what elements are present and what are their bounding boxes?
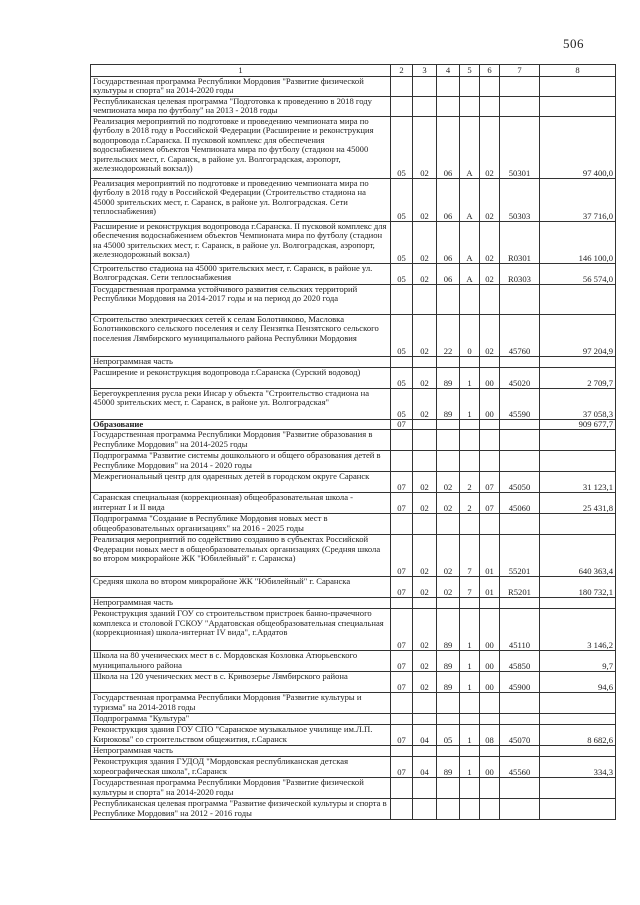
cell-subsection (413, 746, 437, 757)
cell-subprogram: 1 (460, 389, 480, 420)
cell-event (480, 357, 500, 368)
cell-subsection (413, 77, 437, 97)
cell-amount: 180 732,1 (540, 577, 616, 598)
cell-name: Берегоукрепления русла реки Инсар у объекта "Строительство стадиона на 45000 зрительских мест, г. Саранск, в районе ул. Волгоградская" (91, 389, 391, 420)
cell-program (437, 714, 460, 725)
cell-event (480, 77, 500, 97)
cell-name: Расширение и реконструкция водопровода г.Саранска (Сурский водовод) (91, 368, 391, 389)
table-row (91, 757, 616, 778)
cell-subprogram: А (460, 117, 480, 179)
cell-program: 06 (437, 179, 460, 222)
cell-name: Образование (91, 420, 391, 430)
cell-amount: 56 574,0 (540, 264, 616, 285)
table-row (91, 725, 616, 746)
cell-name: Государственная программа Республики Мордовия "Развитие культуры и туризма" на 2014-2018 годы (91, 693, 391, 714)
cell-section (391, 285, 413, 315)
cell-subprogram: А (460, 179, 480, 222)
cell-section (391, 357, 413, 368)
cell-name: Непрограммная часть (91, 357, 391, 368)
cell-amount (540, 746, 616, 757)
table-row (91, 368, 616, 389)
cell-name: Подпрограмма "Развитие системы дошкольного и общего образования детей в Республике Мордовия" на 2014 - 2020 годы (91, 451, 391, 472)
cell-amount: 37 716,0 (540, 179, 616, 222)
cell-subsection (413, 97, 437, 117)
cell-section (391, 693, 413, 714)
cell-amount: 3 146,2 (540, 609, 616, 651)
col-header-program: 4 (437, 65, 460, 77)
cell-amount: 37 058,3 (540, 389, 616, 420)
cell-amount (540, 97, 616, 117)
cell-name: Реализация мероприятий по содействию созданию в субъектах Российской Федерации новых мест в общеобразовательных организациях (Средняя школа во втором микрорайоне ЖК "Юбилейный" г. Саранска) (91, 535, 391, 577)
cell-subsection: 02 (413, 609, 437, 651)
cell-subprogram (460, 714, 480, 725)
cell-program (437, 693, 460, 714)
cell-subsection: 02 (413, 179, 437, 222)
table-row (91, 514, 616, 535)
cell-direction (500, 451, 540, 472)
cell-subprogram: 7 (460, 535, 480, 577)
cell-direction (500, 514, 540, 535)
cell-amount (540, 285, 616, 315)
col-header-direction: 7 (500, 65, 540, 77)
table-row (91, 430, 616, 451)
cell-section: 07 (391, 472, 413, 493)
cell-event (480, 746, 500, 757)
cell-name: Республиканская целевая программа "Развитие физической культуры и спорта в Республике Мордовия" на 2012 - 2016 годы (91, 799, 391, 820)
cell-section: 05 (391, 264, 413, 285)
cell-subsection (413, 514, 437, 535)
cell-subsection (413, 778, 437, 799)
cell-subsection: 02 (413, 389, 437, 420)
cell-subprogram (460, 430, 480, 451)
cell-subprogram: 1 (460, 757, 480, 778)
col-header-event: 6 (480, 65, 500, 77)
table-row (91, 389, 616, 420)
cell-direction: R5201 (500, 577, 540, 598)
cell-amount (540, 514, 616, 535)
cell-direction: 45060 (500, 493, 540, 514)
cell-event (480, 778, 500, 799)
cell-section: 07 (391, 609, 413, 651)
cell-event (480, 799, 500, 820)
cell-subsection: 02 (413, 472, 437, 493)
cell-name: Саранская специальная (коррекционная) общеобразовательная школа - интернат I и II вида (91, 493, 391, 514)
cell-event (480, 420, 500, 430)
cell-direction (500, 714, 540, 725)
cell-amount (540, 799, 616, 820)
cell-subsection: 02 (413, 651, 437, 672)
table-row (91, 672, 616, 693)
cell-program (437, 778, 460, 799)
cell-subsection (413, 420, 437, 430)
cell-subsection (413, 357, 437, 368)
table-row (91, 472, 616, 493)
cell-event (480, 714, 500, 725)
cell-subprogram: 1 (460, 725, 480, 746)
cell-event (480, 430, 500, 451)
cell-program (437, 357, 460, 368)
cell-subprogram: 2 (460, 472, 480, 493)
cell-event: 07 (480, 493, 500, 514)
cell-direction: 55201 (500, 535, 540, 577)
cell-name: Республиканская целевая программа "Подготовка к проведению в 2018 году чемпионата мира по футболу" на 2013 - 2018 годы (91, 97, 391, 117)
cell-subsection (413, 714, 437, 725)
cell-direction: 45070 (500, 725, 540, 746)
cell-direction: 45110 (500, 609, 540, 651)
cell-subsection (413, 598, 437, 609)
table-row (91, 598, 616, 609)
cell-section (391, 598, 413, 609)
cell-name: Строительство электрических сетей к селам Болотниково, Масловка Болотниковского сельского поселения и селу Пензятка Пензятского сельского поселения Лямбирского муниципального района Республики Мордовия (91, 315, 391, 357)
cell-event: 00 (480, 368, 500, 389)
table-row (91, 493, 616, 514)
cell-subsection (413, 451, 437, 472)
cell-amount (540, 430, 616, 451)
cell-direction (500, 357, 540, 368)
cell-program: 89 (437, 389, 460, 420)
cell-subprogram (460, 799, 480, 820)
cell-subprogram (460, 357, 480, 368)
cell-direction: 45850 (500, 651, 540, 672)
cell-name: Реконструкция здания ГОУ СПО "Саранское музыкальное училище им.Л.П. Кирюкова" со строительством общежития, г.Саранск (91, 725, 391, 746)
cell-program: 06 (437, 117, 460, 179)
cell-direction: R0303 (500, 264, 540, 285)
cell-program (437, 77, 460, 97)
cell-subprogram: 0 (460, 315, 480, 357)
col-header-name: 1 (91, 65, 391, 77)
cell-section (391, 514, 413, 535)
cell-subsection: 02 (413, 368, 437, 389)
cell-program (437, 799, 460, 820)
cell-subprogram (460, 746, 480, 757)
cell-subsection (413, 799, 437, 820)
cell-event (480, 514, 500, 535)
cell-amount: 640 363,4 (540, 535, 616, 577)
cell-event: 01 (480, 577, 500, 598)
cell-name: Государственная программа Республики Мордовия "Развитие физической культуры и спорта" на 2014-2020 годы (91, 77, 391, 97)
cell-section (391, 77, 413, 97)
cell-event (480, 693, 500, 714)
cell-program (437, 598, 460, 609)
cell-event: 00 (480, 757, 500, 778)
cell-name: Школа на 80 ученических мест в с. Мордовская Козловка Атюрьевского муниципального района (91, 651, 391, 672)
cell-event: 02 (480, 117, 500, 179)
cell-subprogram (460, 693, 480, 714)
cell-event (480, 285, 500, 315)
cell-event: 02 (480, 315, 500, 357)
cell-name: Государственная программа Республики Мордовия "Развитие физической культуры и спорта" на 2014-2020 годы (91, 778, 391, 799)
cell-amount (540, 451, 616, 472)
cell-section (391, 714, 413, 725)
cell-subprogram: А (460, 222, 480, 264)
cell-subsection: 02 (413, 672, 437, 693)
cell-event: 02 (480, 264, 500, 285)
cell-event (480, 451, 500, 472)
col-header-subprogram: 5 (460, 65, 480, 77)
cell-section: 05 (391, 117, 413, 179)
table-row (91, 97, 616, 117)
cell-name: Непрограммная часть (91, 746, 391, 757)
cell-subprogram (460, 285, 480, 315)
cell-amount: 9,7 (540, 651, 616, 672)
cell-program: 02 (437, 493, 460, 514)
cell-section: 07 (391, 725, 413, 746)
cell-direction (500, 430, 540, 451)
col-header-subsection: 3 (413, 65, 437, 77)
cell-event: 08 (480, 725, 500, 746)
cell-amount: 146 100,0 (540, 222, 616, 264)
table-row (91, 693, 616, 714)
cell-name: Реализация мероприятий по подготовке и проведению чемпионата мира по футболу в 2018 году в Российской Федерации (Расширение и реконструкция водопровода г.Саранска. II пусковой комплекс для обеспечения водоснабжением объектов Чемпионата мира по футболу (стадион на 45000 зрительских мест, г. Саранск, в районе ул. Волгоградская, аэропорт, железнодорожный вокзал)) (91, 117, 391, 179)
cell-subprogram: 1 (460, 651, 480, 672)
cell-amount: 8 682,6 (540, 725, 616, 746)
cell-name: Расширение и реконструкция водопровода г.Саранска. II пусковой комплекс для обеспечения водоснабжением объектов Чемпионата мира по футболу (стадион на 45000 зрительских мест, г. Саранск, в районе ул. Волгоградская, аэропорт, железнодорожный вокзал) (91, 222, 391, 264)
cell-program (437, 451, 460, 472)
table-row (91, 577, 616, 598)
cell-amount (540, 778, 616, 799)
cell-program (437, 97, 460, 117)
table-row (91, 179, 616, 222)
cell-section: 05 (391, 315, 413, 357)
cell-amount: 31 123,1 (540, 472, 616, 493)
table-row (91, 535, 616, 577)
cell-program (437, 420, 460, 430)
cell-name: Строительство стадиона на 45000 зрительских мест, г. Саранск, в районе ул. Волгоградская. Сети теплоснабжения (91, 264, 391, 285)
cell-name: Межрегиональный центр для одаренных детей в городском округе Саранск (91, 472, 391, 493)
cell-direction: R0301 (500, 222, 540, 264)
cell-name: Средняя школа во втором микрорайоне ЖК "Юбилейный" г. Саранска (91, 577, 391, 598)
cell-subsection: 02 (413, 222, 437, 264)
cell-subprogram (460, 778, 480, 799)
cell-name: Государственная программа устойчивого развития сельских территорий Республики Мордовия на 2014-2017 годы и на период до 2020 года (91, 285, 391, 315)
cell-event (480, 598, 500, 609)
cell-program: 22 (437, 315, 460, 357)
cell-section (391, 451, 413, 472)
cell-direction (500, 778, 540, 799)
cell-program: 02 (437, 577, 460, 598)
cell-direction: 50301 (500, 117, 540, 179)
cell-section (391, 799, 413, 820)
cell-amount (540, 598, 616, 609)
cell-section: 07 (391, 757, 413, 778)
cell-section: 07 (391, 651, 413, 672)
cell-subprogram (460, 514, 480, 535)
cell-program (437, 285, 460, 315)
cell-amount: 25 431,8 (540, 493, 616, 514)
cell-subsection: 02 (413, 493, 437, 514)
cell-section (391, 97, 413, 117)
cell-subsection: 02 (413, 577, 437, 598)
cell-direction (500, 420, 540, 430)
cell-event: 00 (480, 609, 500, 651)
cell-direction: 45560 (500, 757, 540, 778)
cell-direction (500, 77, 540, 97)
cell-program: 89 (437, 368, 460, 389)
cell-name: Реализация мероприятий по подготовке и проведению чемпионата мира по футболу в 2018 году в Российской Федерации (Строительство стадиона на 45000 зрительских мест, г. Саранск, в районе ул. Волгоградская. Сети теплоснабжения) (91, 179, 391, 222)
cell-direction (500, 799, 540, 820)
cell-subprogram (460, 420, 480, 430)
cell-subsection: 02 (413, 117, 437, 179)
cell-program: 06 (437, 264, 460, 285)
cell-program (437, 746, 460, 757)
cell-subsection: 02 (413, 535, 437, 577)
cell-program: 89 (437, 757, 460, 778)
cell-direction: 45900 (500, 672, 540, 693)
cell-event: 00 (480, 672, 500, 693)
cell-name: Государственная программа Республики Мордовия "Развитие образования в Республике Мордовия" на 2014-2025 годы (91, 430, 391, 451)
cell-subprogram (460, 77, 480, 97)
cell-program: 05 (437, 725, 460, 746)
cell-program: 02 (437, 472, 460, 493)
cell-amount: 909 677,7 (540, 420, 616, 430)
cell-section (391, 430, 413, 451)
cell-direction: 45020 (500, 368, 540, 389)
table-row (91, 315, 616, 357)
cell-subsection: 04 (413, 757, 437, 778)
cell-section: 05 (391, 389, 413, 420)
cell-name: Подпрограмма "Культура" (91, 714, 391, 725)
cell-direction (500, 97, 540, 117)
cell-section: 07 (391, 577, 413, 598)
table-row (91, 420, 616, 430)
table-row (91, 222, 616, 264)
cell-direction (500, 746, 540, 757)
cell-amount: 97 400,0 (540, 117, 616, 179)
cell-amount (540, 77, 616, 97)
cell-section: 07 (391, 420, 413, 430)
cell-subsection (413, 285, 437, 315)
table-row (91, 117, 616, 179)
cell-subprogram: 1 (460, 368, 480, 389)
cell-program: 89 (437, 651, 460, 672)
table-row (91, 746, 616, 757)
cell-program (437, 430, 460, 451)
cell-amount (540, 714, 616, 725)
col-header-section: 2 (391, 65, 413, 77)
cell-section: 05 (391, 179, 413, 222)
cell-subsection (413, 693, 437, 714)
cell-section: 05 (391, 368, 413, 389)
cell-program: 02 (437, 535, 460, 577)
cell-event (480, 97, 500, 117)
cell-section: 07 (391, 672, 413, 693)
cell-name: Школа на 120 ученических мест в с. Кривозерье Лямбирского района (91, 672, 391, 693)
cell-direction: 45760 (500, 315, 540, 357)
cell-name: Реконструкция здания ГУДОД "Мордовская республиканская детская хореографическая школа", г.Саранск (91, 757, 391, 778)
table-row (91, 357, 616, 368)
cell-subprogram: А (460, 264, 480, 285)
table-row (91, 799, 616, 820)
cell-name: Реконструкция зданий ГОУ со строительством пристроек банно-прачечного комплекса и столовой ГСКОУ "Ардатовская общеобразовательная специальная (коррекционная) школа-интернат IV вида", г.Ардатов (91, 609, 391, 651)
cell-subprogram (460, 598, 480, 609)
table-row (91, 451, 616, 472)
cell-subsection (413, 430, 437, 451)
cell-section (391, 746, 413, 757)
table-row (91, 714, 616, 725)
cell-name: Подпрограмма "Создание в Республике Мордовия новых мест в общеобразовательных организациях" на 2016 - 2025 годы (91, 514, 391, 535)
table-row (91, 264, 616, 285)
cell-amount (540, 357, 616, 368)
cell-subsection: 02 (413, 264, 437, 285)
cell-direction (500, 598, 540, 609)
cell-section: 07 (391, 493, 413, 514)
cell-event: 02 (480, 179, 500, 222)
cell-amount: 2 709,7 (540, 368, 616, 389)
table-row (91, 778, 616, 799)
cell-program (437, 514, 460, 535)
cell-subsection: 02 (413, 315, 437, 357)
page-number: 506 (563, 36, 584, 51)
cell-subprogram: 1 (460, 672, 480, 693)
table-row (91, 609, 616, 651)
cell-section: 05 (391, 222, 413, 264)
cell-program: 89 (437, 672, 460, 693)
cell-name: Непрограммная часть (91, 598, 391, 609)
cell-direction: 45590 (500, 389, 540, 420)
cell-direction (500, 285, 540, 315)
cell-event: 00 (480, 651, 500, 672)
cell-subprogram (460, 97, 480, 117)
budget-table (90, 64, 616, 820)
cell-section (391, 778, 413, 799)
cell-subprogram: 1 (460, 609, 480, 651)
cell-subprogram: 2 (460, 493, 480, 514)
cell-amount (540, 693, 616, 714)
table-row (91, 651, 616, 672)
cell-subprogram (460, 451, 480, 472)
col-header-amount: 8 (540, 65, 616, 77)
cell-subsection: 04 (413, 725, 437, 746)
cell-direction: 45050 (500, 472, 540, 493)
cell-program: 06 (437, 222, 460, 264)
cell-subprogram: 7 (460, 577, 480, 598)
cell-event: 02 (480, 222, 500, 264)
cell-direction (500, 693, 540, 714)
cell-direction: 50303 (500, 179, 540, 222)
cell-event: 00 (480, 389, 500, 420)
table-row (91, 285, 616, 315)
table-row (91, 77, 616, 97)
cell-event: 01 (480, 535, 500, 577)
cell-section: 07 (391, 535, 413, 577)
cell-event: 07 (480, 472, 500, 493)
cell-program: 89 (437, 609, 460, 651)
table-header-row (91, 65, 616, 77)
cell-amount: 334,3 (540, 757, 616, 778)
cell-amount: 94,6 (540, 672, 616, 693)
cell-amount: 97 204,9 (540, 315, 616, 357)
